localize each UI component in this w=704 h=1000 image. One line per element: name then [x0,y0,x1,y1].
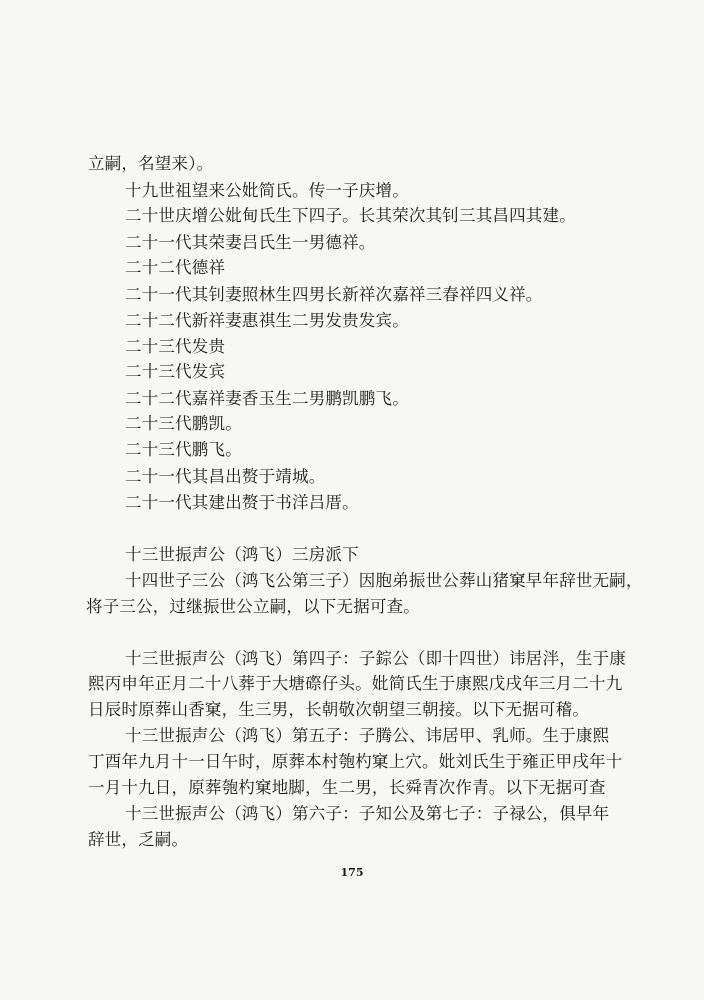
text-line: 熙丙申年正月二十八葬于大塘磜仔头。妣简氏生于康熙戊戌年三月二十九 [88,674,623,693]
text-line: 二十一代其钊妻照林生四男长新祥次嘉祥三春祥四义祥。 [125,285,543,304]
text-line: 二十二代德祥 [125,258,226,277]
text-line: 辞世，乏嗣。 [88,830,189,849]
text-line: 一月十九日，原葬匏杓窠地脚，生二男，长舜青次作青。以下无据可查 [88,778,606,797]
text-line: 将子三公，过继振世公立嗣，以下无据可查。 [86,597,420,616]
page-number: 175 [340,866,364,879]
text-line: 二十三代发贵 [125,337,226,356]
text-line: 十三世振声公（鸿飞）第五子：子腾公、讳居甲、乳师。生于康熙 [125,726,610,745]
text-line: 十四世子三公（鸿飞公第三子）因胞弟振世公葬山猪窠早年辞世无嗣， [125,571,643,590]
text-line: 二十一代其荣妻吕氏生一男德祥。 [125,233,376,252]
text-line: 二十三代鹏飞。 [125,440,242,459]
text-line: 十三世振声公（鸿飞）三房派下 [125,545,359,564]
text-line: 二十二代嘉祥妻香玉生二男鹏凯鹏飞。 [125,389,409,408]
text-line: 二十三代发宾 [125,362,226,381]
text-line: 十三世振声公（鸿飞）第四子：子錝公（即十四世）讳居泮，生于康 [125,649,626,668]
text-line: 十三世振声公（鸿飞）第六子：子知公及第七子：子禄公，俱早年 [125,804,610,823]
text-line: 二十一代其建出赘于书洋吕厝。 [125,493,359,512]
text-line: 二十世庆增公妣甸氏生下四子。长其荣次其钊三其昌四其建。 [125,206,576,225]
text-line: 二十二代新祥妻惠祺生二男发贵发宾。 [125,311,409,330]
text-line: 日辰时原葬山香窠，生三男，长朝敬次朝望三朝接。以下无据可稽。 [88,700,589,719]
text-line: 二十一代其昌出赘于靖城。 [125,467,326,486]
text-line: 十九世祖望来公妣简氏。传一子庆增。 [125,181,409,200]
text-line: 丁酉年九月十一日午时，原葬本村匏杓窠上穴。妣刘氏生于雍正甲戌年十 [88,752,623,771]
text-line: 立嗣，名望来）。 [88,154,214,173]
text-line: 二十三代鹏凯。 [125,414,242,433]
